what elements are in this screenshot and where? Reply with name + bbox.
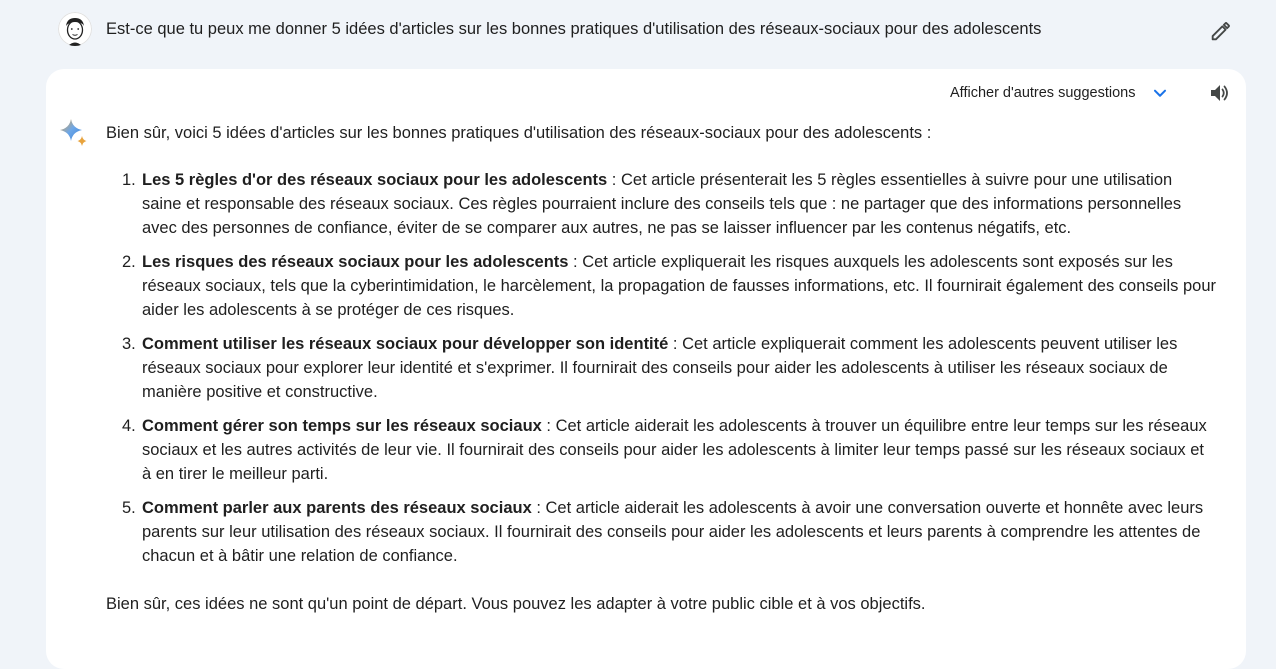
list-item-number: 3. [122, 335, 136, 353]
assistant-sparkle-icon [58, 117, 90, 149]
user-prompt-row [0, 0, 1276, 60]
user-prompt-text: Est-ce que tu peux me donner 5 idées d'articles sur les bonnes pratiques d'utilisation des réseaux-sociaux pour des adolescents [106, 20, 1042, 38]
list-item-title: Comment utiliser les réseaux sociaux pour développer son identité [142, 335, 669, 353]
list-item-title: Les 5 règles d'or des réseaux sociaux pour les adolescents [142, 171, 608, 189]
list-item [106, 168, 1216, 240]
chevron-down-icon [1149, 82, 1171, 104]
list-item [106, 496, 1216, 568]
list-item-number: 4. [122, 417, 136, 435]
response-intro: Bien sûr, voici 5 idées d'articles sur les bonnes pratiques d'utilisation des réseaux-sociaux pour des adolescents : [106, 124, 932, 142]
list-item [106, 250, 1216, 322]
list-item-body: : Cet article présenterait les 5 règles essentielles à suivre pour une utilisation saine et responsable des réseaux sociaux. Ces règles pourraient inclure des conseils tels que : ne partager que des informations personnelles avec des personnes de confiance, éviter de se comparer aux autres, ne pas se laisser influencer par les contenus négatifs, etc. [142, 171, 1182, 237]
list-item-title: Comment gérer son temps sur les réseaux sociaux [142, 417, 542, 435]
read-aloud-button[interactable] [1208, 81, 1232, 105]
list-item-title: Les risques des réseaux sociaux pour les adolescents [142, 253, 569, 271]
list-item-body: : Cet article expliquerait les risques auxquels les adolescents sont exposés sur les réseaux sociaux, tels que la cyberintimidation, le harcèlement, la propagation de fausses informations, etc. Il fournirait également des conseils pour aider les adolescents à se protéger de ces risques. [142, 253, 1216, 319]
list-item-number: 2. [122, 253, 136, 271]
edit-prompt-button[interactable] [1208, 16, 1236, 44]
user-avatar [58, 12, 92, 46]
list-item-body: : Cet article aiderait les adolescents à avoir une conversation ouverte et honnête avec leurs parents sur leur utilisation des réseaux sociaux. Il fournirait des conseils pour aider les adolescents et leurs parents à comprendre les attentes de chacun et à bâtir une relation de confiance. [142, 499, 1204, 565]
pencil-icon [1208, 16, 1236, 44]
speaker-icon [1208, 81, 1232, 105]
list-item-body: : Cet article aiderait les adolescents à trouver un équilibre entre leur temps sur les réseaux sociaux et les autres activités de leur vie. Il fournirait des conseils pour aider les adolescents à limiter leur temps passé sur les réseaux sociaux et à en tirer le meilleur parti. [142, 417, 1207, 483]
list-item-number: 1. [122, 171, 136, 189]
suggestions-label: Afficher d'autres suggestions [950, 85, 1136, 101]
avatar-face-icon [58, 12, 92, 46]
list-item [106, 414, 1216, 486]
list-item-body: : Cet article expliquerait comment les adolescents peuvent utiliser les réseaux sociaux pour explorer leur identité et s'exprimer. Il fournirait des conseils pour aider les adolescents à utiliser les réseaux sociaux de manière positive et constructive. [142, 335, 1178, 401]
response-closing: Bien sûr, ces idées ne sont qu'un point de départ. Vous pouvez les adapter à votre public cible et à vos objectifs. [106, 595, 926, 613]
article-ideas-list [106, 168, 1216, 578]
response-card [46, 69, 1246, 669]
list-item [106, 332, 1216, 404]
list-item-title: Comment parler aux parents des réseaux sociaux [142, 499, 532, 517]
list-item-number: 5. [122, 499, 136, 517]
show-more-suggestions-button[interactable] [950, 83, 1171, 103]
